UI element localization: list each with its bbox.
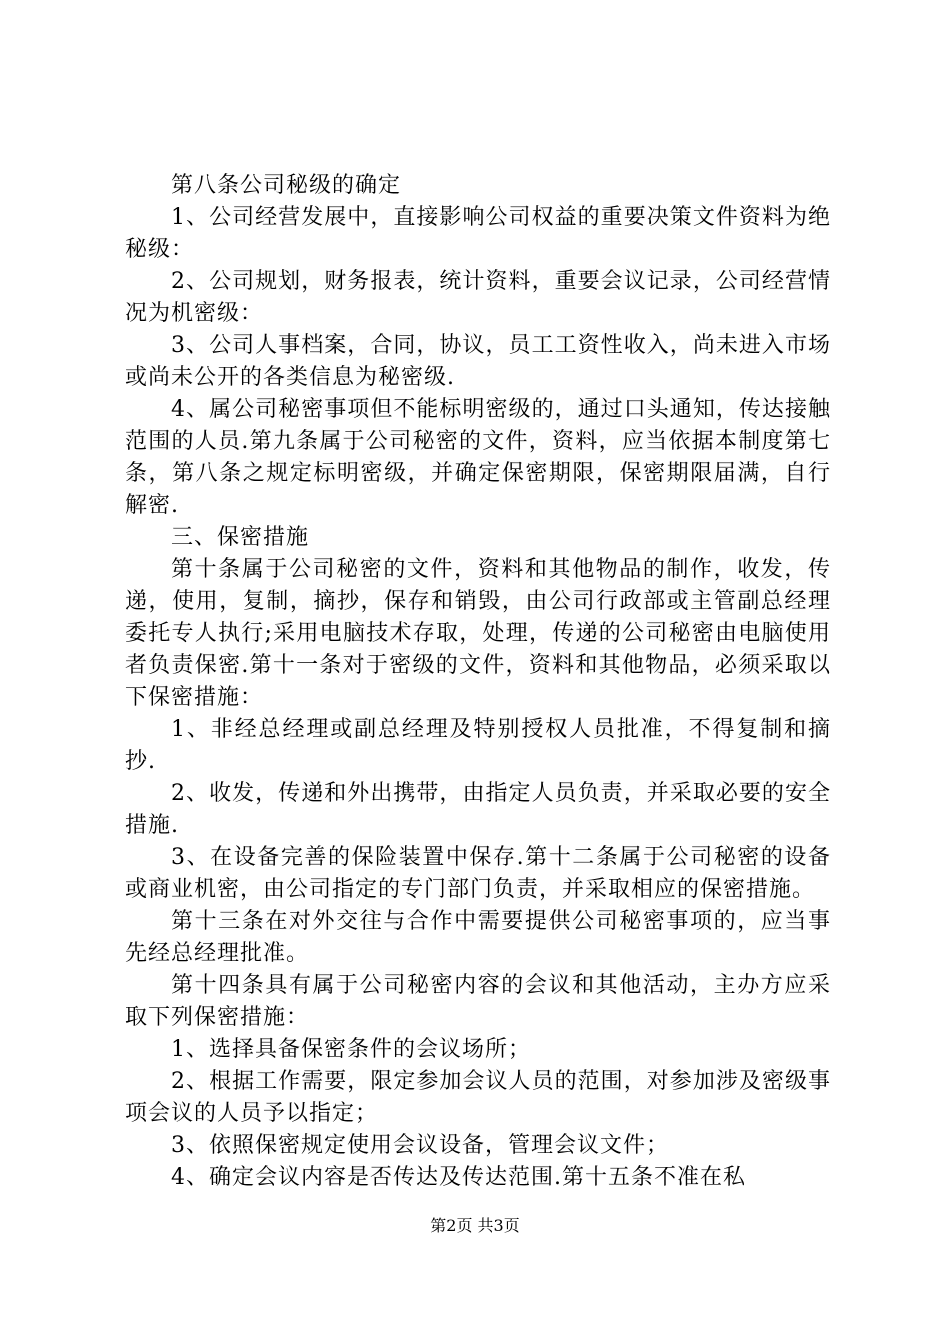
- document-body: [125, 170, 831, 1194]
- paragraph-meeting-measure-2: 2、根据工作需要，限定参加会议人员的范围，对参加涉及密级事项会议的人员予以指定；: [125, 1069, 831, 1126]
- paragraph-item-3-secret: 3、公司人事档案，合同，协议，员工工资性收入，尚未进入市场或尚未公开的各类信息为秘密级.: [125, 333, 831, 390]
- paragraph-measure-2: 2、收发，传递和外出携带，由指定人员负责，并采取必要的安全措施.: [125, 781, 831, 838]
- page-footer: [0, 1216, 950, 1236]
- paragraph-item-1-top-secret: 1、公司经营发展中，直接影响公司权益的重要决策文件资料为绝秘级：: [125, 205, 831, 262]
- paragraph-item-2-confidential: 2、公司规划，财务报表，统计资料，重要会议记录，公司经营情况为机密级：: [125, 269, 831, 326]
- paragraph-article-14: 第十四条具有属于公司秘密内容的会议和其他活动，主办方应采取下列保密措施：: [125, 973, 831, 1030]
- paragraph-meeting-measure-1: 1、选择具备保密条件的会议场所；: [171, 1037, 531, 1062]
- page-number-label: 第2页 共3页: [430, 1216, 520, 1235]
- paragraph-article-8-heading: 第八条公司秘级的确定: [171, 173, 402, 198]
- paragraph-item-4-article-9: 4、属公司秘密事项但不能标明密级的，通过口头通知，传达接触范围的人员.第九条属于公司秘密的文件，资料，应当依据本制度第七条，第八条之规定标明密级，并确定保密期限，保密期限届满，自行解密.: [125, 397, 831, 518]
- paragraph-meeting-measure-3: 3、依照保密规定使用会议设备，管理会议文件；: [171, 1133, 669, 1158]
- paragraph-article-13: 第十三条在对外交往与合作中需要提供公司秘密事项的，应当事先经总经理批准。: [125, 909, 831, 966]
- paragraph-measure-3-article-12: 3、在设备完善的保险装置中保存.第十二条属于公司秘密的设备或商业机密，由公司指定的专门部门负责，并采取相应的保密措施。: [125, 845, 831, 902]
- paragraph-article-10-11: 第十条属于公司秘密的文件，资料和其他物品的制作，收发，传递，使用，复制，摘抄，保存和销毁，由公司行政部或主管副总经理委托专人执行;采用电脑技术存取，处理，传递的公司秘密由电脑使用者负责保密.第十一条对于密级的文件，资料和其他物品，必须采取以下保密措施：: [125, 557, 831, 710]
- paragraph-measure-1: 1、非经总经理或副总经理及特别授权人员批准，不得复制和摘抄.: [125, 717, 831, 774]
- section-heading-measures: 三、保密措施: [171, 525, 310, 550]
- paragraph-meeting-measure-4-article-15: 4、确定会议内容是否传达及传达范围.第十五条不准在私: [171, 1165, 746, 1190]
